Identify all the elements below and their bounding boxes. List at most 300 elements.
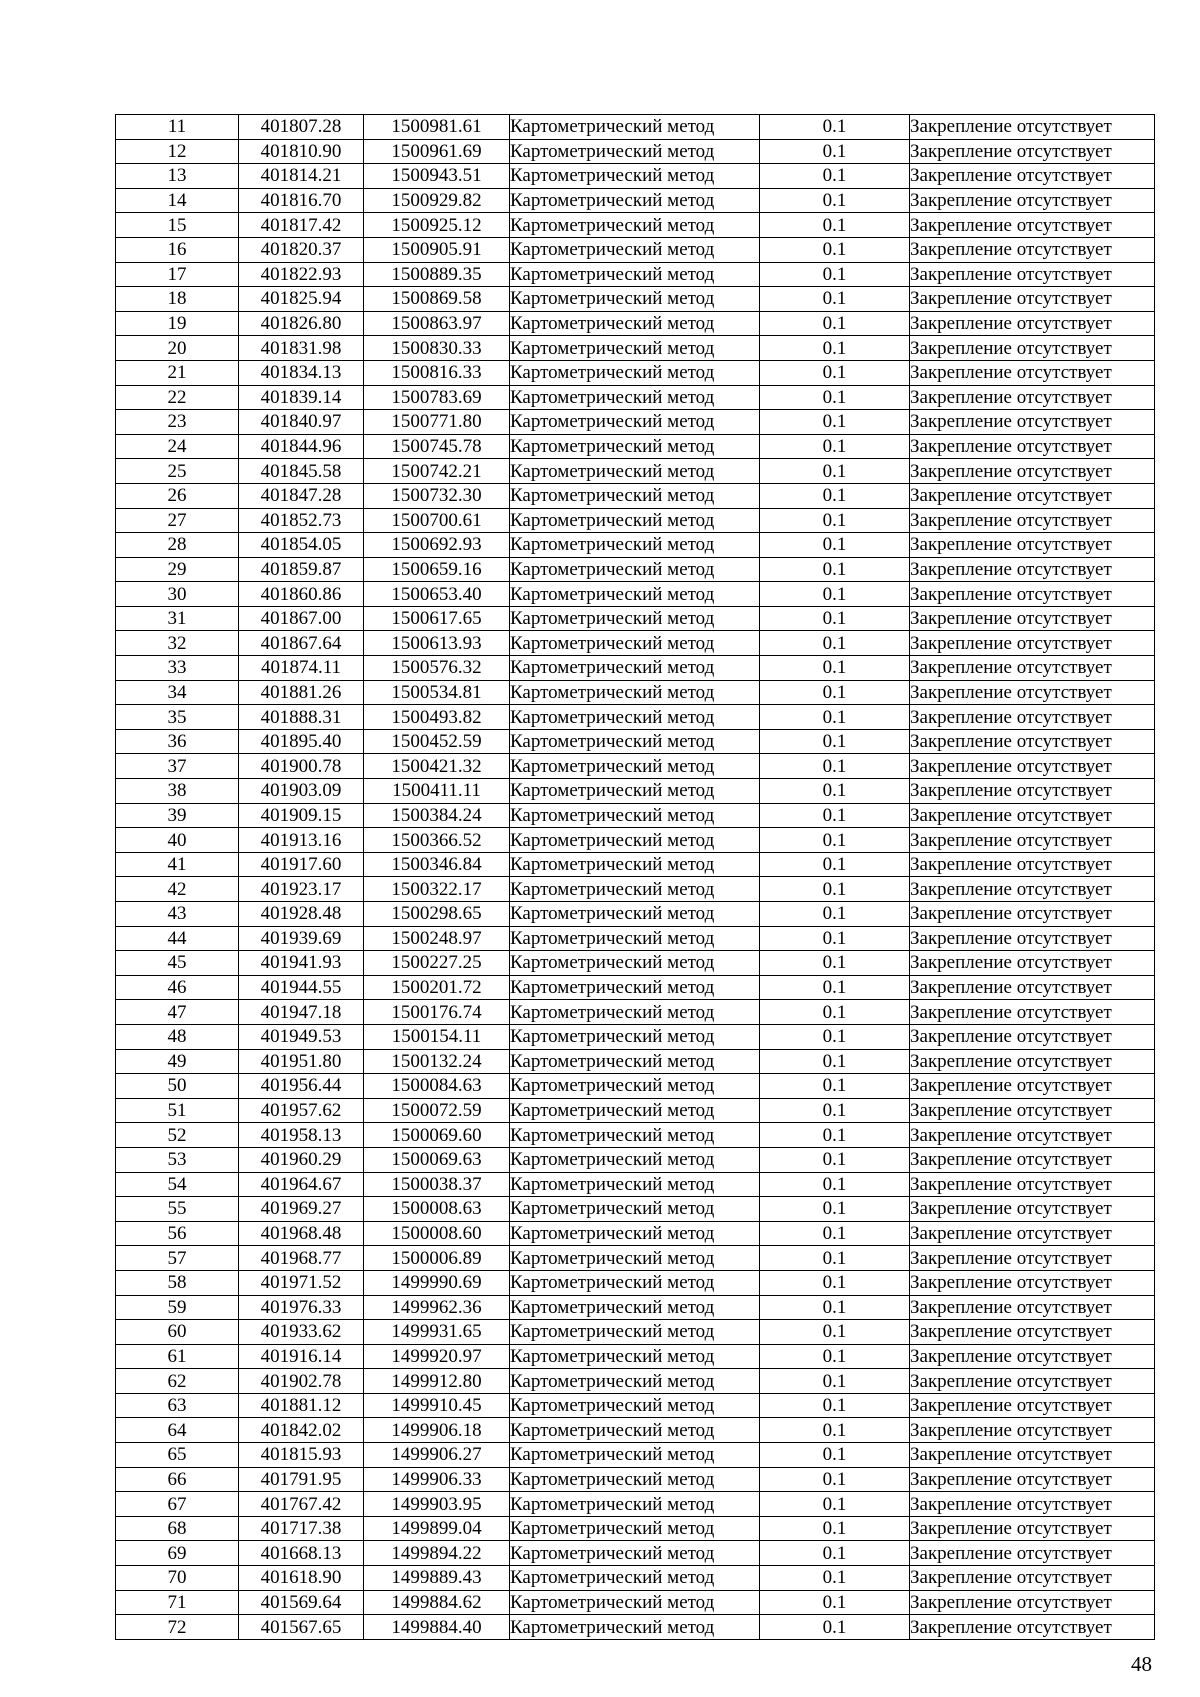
fixing-cell: Закрепление отсутствует	[910, 754, 1155, 779]
y-coordinate-cell: 1500617.65	[364, 606, 510, 631]
table-row	[116, 1221, 1155, 1246]
table-row	[116, 582, 1155, 607]
x-coordinate-cell: 401845.58	[239, 459, 364, 484]
x-coordinate-cell: 401810.90	[239, 139, 364, 164]
accuracy-cell: 0.1	[760, 533, 910, 558]
y-coordinate-cell: 1500961.69	[364, 139, 510, 164]
y-coordinate-cell: 1500069.63	[364, 1147, 510, 1172]
table-row	[116, 508, 1155, 533]
y-coordinate-cell: 1499906.33	[364, 1467, 510, 1492]
accuracy-cell: 0.1	[760, 705, 910, 730]
point-number-cell: 64	[116, 1418, 239, 1443]
table-row	[116, 729, 1155, 754]
fixing-cell: Закрепление отсутствует	[910, 410, 1155, 435]
accuracy-cell: 0.1	[760, 852, 910, 877]
fixing-cell: Закрепление отсутствует	[910, 779, 1155, 804]
fixing-cell: Закрепление отсутствует	[910, 237, 1155, 262]
y-coordinate-cell: 1500771.80	[364, 410, 510, 435]
fixing-cell: Закрепление отсутствует	[910, 508, 1155, 533]
accuracy-cell: 0.1	[760, 459, 910, 484]
table-row	[116, 1197, 1155, 1222]
fixing-cell: Закрепление отсутствует	[910, 164, 1155, 189]
method-cell: Картометрический метод	[510, 680, 760, 705]
x-coordinate-cell: 401826.80	[239, 311, 364, 336]
x-coordinate-cell: 401888.31	[239, 705, 364, 730]
accuracy-cell: 0.1	[760, 1516, 910, 1541]
table-row	[116, 1295, 1155, 1320]
x-coordinate-cell: 401834.13	[239, 360, 364, 385]
table-row	[116, 1393, 1155, 1418]
point-number-cell: 58	[116, 1270, 239, 1295]
x-coordinate-cell: 401668.13	[239, 1541, 364, 1566]
y-coordinate-cell: 1499884.40	[364, 1615, 510, 1640]
point-number-cell: 28	[116, 533, 239, 558]
point-number-cell: 43	[116, 902, 239, 927]
table-row	[116, 606, 1155, 631]
fixing-cell: Закрепление отсутствует	[910, 1393, 1155, 1418]
table-row	[116, 1590, 1155, 1615]
y-coordinate-cell: 1500700.61	[364, 508, 510, 533]
accuracy-cell: 0.1	[760, 582, 910, 607]
x-coordinate-cell: 401814.21	[239, 164, 364, 189]
fixing-cell: Закрепление отсутствует	[910, 360, 1155, 385]
method-cell: Картометрический метод	[510, 557, 760, 582]
point-number-cell: 70	[116, 1566, 239, 1591]
y-coordinate-cell: 1500742.21	[364, 459, 510, 484]
point-number-cell: 14	[116, 188, 239, 213]
accuracy-cell: 0.1	[760, 803, 910, 828]
method-cell: Картометрический метод	[510, 902, 760, 927]
fixing-cell: Закрепление отсутствует	[910, 1221, 1155, 1246]
y-coordinate-cell: 1500346.84	[364, 852, 510, 877]
table-row	[116, 1369, 1155, 1394]
point-number-cell: 31	[116, 606, 239, 631]
method-cell: Картометрический метод	[510, 1393, 760, 1418]
table-row	[116, 779, 1155, 804]
accuracy-cell: 0.1	[760, 410, 910, 435]
accuracy-cell: 0.1	[760, 975, 910, 1000]
point-number-cell: 17	[116, 262, 239, 287]
y-coordinate-cell: 1500201.72	[364, 975, 510, 1000]
table-row	[116, 1418, 1155, 1443]
fixing-cell: Закрепление отсутствует	[910, 656, 1155, 681]
y-coordinate-cell: 1500905.91	[364, 237, 510, 262]
table-row	[116, 754, 1155, 779]
point-number-cell: 24	[116, 434, 239, 459]
x-coordinate-cell: 401839.14	[239, 385, 364, 410]
fixing-cell: Закрепление отсутствует	[910, 385, 1155, 410]
method-cell: Картометрический метод	[510, 311, 760, 336]
fixing-cell: Закрепление отсутствует	[910, 1320, 1155, 1345]
fixing-cell: Закрепление отсутствует	[910, 213, 1155, 238]
method-cell: Картометрический метод	[510, 1221, 760, 1246]
method-cell: Картометрический метод	[510, 1516, 760, 1541]
method-cell: Картометрический метод	[510, 779, 760, 804]
table-row	[116, 188, 1155, 213]
point-number-cell: 34	[116, 680, 239, 705]
x-coordinate-cell: 401874.11	[239, 656, 364, 681]
accuracy-cell: 0.1	[760, 656, 910, 681]
accuracy-cell: 0.1	[760, 926, 910, 951]
x-coordinate-cell: 401881.12	[239, 1393, 364, 1418]
fixing-cell: Закрепление отсутствует	[910, 852, 1155, 877]
accuracy-cell: 0.1	[760, 1147, 910, 1172]
accuracy-cell: 0.1	[760, 1049, 910, 1074]
accuracy-cell: 0.1	[760, 1615, 910, 1640]
table-row	[116, 1098, 1155, 1123]
method-cell: Картометрический метод	[510, 852, 760, 877]
table-row	[116, 287, 1155, 312]
x-coordinate-cell: 401969.27	[239, 1197, 364, 1222]
y-coordinate-cell: 1500943.51	[364, 164, 510, 189]
y-coordinate-cell: 1500298.65	[364, 902, 510, 927]
y-coordinate-cell: 1499906.18	[364, 1418, 510, 1443]
table-row	[116, 902, 1155, 927]
method-cell: Картометрический метод	[510, 533, 760, 558]
method-cell: Картометрический метод	[510, 1049, 760, 1074]
y-coordinate-cell: 1500613.93	[364, 631, 510, 656]
table-row	[116, 533, 1155, 558]
method-cell: Картометрический метод	[510, 975, 760, 1000]
y-coordinate-cell: 1500929.82	[364, 188, 510, 213]
table-row	[116, 1467, 1155, 1492]
fixing-cell: Закрепление отсутствует	[910, 1024, 1155, 1049]
y-coordinate-cell: 1500008.60	[364, 1221, 510, 1246]
accuracy-cell: 0.1	[760, 1492, 910, 1517]
method-cell: Картометрический метод	[510, 1098, 760, 1123]
point-number-cell: 32	[116, 631, 239, 656]
x-coordinate-cell: 401923.17	[239, 877, 364, 902]
method-cell: Картометрический метод	[510, 508, 760, 533]
fixing-cell: Закрепление отсутствует	[910, 139, 1155, 164]
y-coordinate-cell: 1499889.43	[364, 1566, 510, 1591]
y-coordinate-cell: 1500227.25	[364, 951, 510, 976]
y-coordinate-cell: 1500084.63	[364, 1074, 510, 1099]
fixing-cell: Закрепление отсутствует	[910, 1246, 1155, 1271]
method-cell: Картометрический метод	[510, 1172, 760, 1197]
y-coordinate-cell: 1499962.36	[364, 1295, 510, 1320]
table-row	[116, 1123, 1155, 1148]
point-number-cell: 12	[116, 139, 239, 164]
table-row	[116, 1615, 1155, 1640]
accuracy-cell: 0.1	[760, 779, 910, 804]
point-number-cell: 67	[116, 1492, 239, 1517]
point-number-cell: 55	[116, 1197, 239, 1222]
x-coordinate-cell: 401968.77	[239, 1246, 364, 1271]
y-coordinate-cell: 1500659.16	[364, 557, 510, 582]
point-number-cell: 57	[116, 1246, 239, 1271]
x-coordinate-cell: 401567.65	[239, 1615, 364, 1640]
y-coordinate-cell: 1500925.12	[364, 213, 510, 238]
method-cell: Картометрический метод	[510, 705, 760, 730]
table-row	[116, 410, 1155, 435]
accuracy-cell: 0.1	[760, 1172, 910, 1197]
point-number-cell: 25	[116, 459, 239, 484]
method-cell: Картометрический метод	[510, 483, 760, 508]
y-coordinate-cell: 1500869.58	[364, 287, 510, 312]
y-coordinate-cell: 1500452.59	[364, 729, 510, 754]
y-coordinate-cell: 1500576.32	[364, 656, 510, 681]
y-coordinate-cell: 1500008.63	[364, 1197, 510, 1222]
x-coordinate-cell: 401842.02	[239, 1418, 364, 1443]
point-number-cell: 40	[116, 828, 239, 853]
x-coordinate-cell: 401903.09	[239, 779, 364, 804]
point-number-cell: 36	[116, 729, 239, 754]
x-coordinate-cell: 401847.28	[239, 483, 364, 508]
fixing-cell: Закрепление отсутствует	[910, 434, 1155, 459]
method-cell: Картометрический метод	[510, 434, 760, 459]
table-row	[116, 434, 1155, 459]
fixing-cell: Закрепление отсутствует	[910, 311, 1155, 336]
method-cell: Картометрический метод	[510, 262, 760, 287]
method-cell: Картометрический метод	[510, 1320, 760, 1345]
fixing-cell: Закрепление отсутствует	[910, 1197, 1155, 1222]
method-cell: Картометрический метод	[510, 237, 760, 262]
method-cell: Картометрический метод	[510, 1074, 760, 1099]
y-coordinate-cell: 1499920.97	[364, 1344, 510, 1369]
point-number-cell: 49	[116, 1049, 239, 1074]
fixing-cell: Закрепление отсутствует	[910, 902, 1155, 927]
method-cell: Картометрический метод	[510, 606, 760, 631]
accuracy-cell: 0.1	[760, 139, 910, 164]
fixing-cell: Закрепление отсутствует	[910, 1074, 1155, 1099]
coordinates-table	[115, 114, 1155, 1640]
x-coordinate-cell: 401900.78	[239, 754, 364, 779]
fixing-cell: Закрепление отсутствует	[910, 680, 1155, 705]
x-coordinate-cell: 401807.28	[239, 115, 364, 140]
table-row	[116, 828, 1155, 853]
accuracy-cell: 0.1	[760, 360, 910, 385]
table-row	[116, 705, 1155, 730]
y-coordinate-cell: 1500830.33	[364, 336, 510, 361]
method-cell: Картометрический метод	[510, 1615, 760, 1640]
point-number-cell: 44	[116, 926, 239, 951]
x-coordinate-cell: 401928.48	[239, 902, 364, 927]
accuracy-cell: 0.1	[760, 1443, 910, 1468]
fixing-cell: Закрепление отсутствует	[910, 1049, 1155, 1074]
fixing-cell: Закрепление отсутствует	[910, 1123, 1155, 1148]
fixing-cell: Закрепление отсутствует	[910, 803, 1155, 828]
table-row	[116, 680, 1155, 705]
point-number-cell: 48	[116, 1024, 239, 1049]
point-number-cell: 21	[116, 360, 239, 385]
point-number-cell: 35	[116, 705, 239, 730]
y-coordinate-cell: 1500322.17	[364, 877, 510, 902]
accuracy-cell: 0.1	[760, 1541, 910, 1566]
method-cell: Картометрический метод	[510, 1024, 760, 1049]
accuracy-cell: 0.1	[760, 902, 910, 927]
x-coordinate-cell: 401852.73	[239, 508, 364, 533]
coordinates-table-body	[116, 115, 1155, 1640]
x-coordinate-cell: 401956.44	[239, 1074, 364, 1099]
point-number-cell: 65	[116, 1443, 239, 1468]
point-number-cell: 62	[116, 1369, 239, 1394]
fixing-cell: Закрепление отсутствует	[910, 926, 1155, 951]
method-cell: Картометрический метод	[510, 459, 760, 484]
point-number-cell: 22	[116, 385, 239, 410]
fixing-cell: Закрепление отсутствует	[910, 1443, 1155, 1468]
fixing-cell: Закрепление отсутствует	[910, 975, 1155, 1000]
y-coordinate-cell: 1500176.74	[364, 1000, 510, 1025]
point-number-cell: 52	[116, 1123, 239, 1148]
point-number-cell: 50	[116, 1074, 239, 1099]
method-cell: Картометрический метод	[510, 385, 760, 410]
x-coordinate-cell: 401951.80	[239, 1049, 364, 1074]
method-cell: Картометрический метод	[510, 287, 760, 312]
point-number-cell: 19	[116, 311, 239, 336]
accuracy-cell: 0.1	[760, 1246, 910, 1271]
table-row	[116, 262, 1155, 287]
table-row	[116, 951, 1155, 976]
point-number-cell: 16	[116, 237, 239, 262]
accuracy-cell: 0.1	[760, 729, 910, 754]
x-coordinate-cell: 401825.94	[239, 287, 364, 312]
x-coordinate-cell: 401958.13	[239, 1123, 364, 1148]
table-row	[116, 483, 1155, 508]
accuracy-cell: 0.1	[760, 606, 910, 631]
table-row	[116, 213, 1155, 238]
y-coordinate-cell: 1500411.11	[364, 779, 510, 804]
y-coordinate-cell: 1500154.11	[364, 1024, 510, 1049]
accuracy-cell: 0.1	[760, 385, 910, 410]
fixing-cell: Закрепление отсутствует	[910, 705, 1155, 730]
fixing-cell: Закрепление отсутствует	[910, 336, 1155, 361]
fixing-cell: Закрепление отсутствует	[910, 1418, 1155, 1443]
y-coordinate-cell: 1500069.60	[364, 1123, 510, 1148]
table-row	[116, 631, 1155, 656]
accuracy-cell: 0.1	[760, 1123, 910, 1148]
y-coordinate-cell: 1499903.95	[364, 1492, 510, 1517]
x-coordinate-cell: 401569.64	[239, 1590, 364, 1615]
table-row	[116, 237, 1155, 262]
method-cell: Картометрический метод	[510, 1590, 760, 1615]
y-coordinate-cell: 1500816.33	[364, 360, 510, 385]
fixing-cell: Закрепление отсутствует	[910, 951, 1155, 976]
table-row	[116, 1443, 1155, 1468]
accuracy-cell: 0.1	[760, 1024, 910, 1049]
method-cell: Картометрический метод	[510, 164, 760, 189]
y-coordinate-cell: 1500493.82	[364, 705, 510, 730]
point-number-cell: 20	[116, 336, 239, 361]
point-number-cell: 53	[116, 1147, 239, 1172]
y-coordinate-cell: 1500421.32	[364, 754, 510, 779]
y-coordinate-cell: 1499912.80	[364, 1369, 510, 1394]
point-number-cell: 11	[116, 115, 239, 140]
table-row	[116, 164, 1155, 189]
table-row	[116, 557, 1155, 582]
point-number-cell: 38	[116, 779, 239, 804]
accuracy-cell: 0.1	[760, 262, 910, 287]
fixing-cell: Закрепление отсутствует	[910, 1172, 1155, 1197]
method-cell: Картометрический метод	[510, 115, 760, 140]
accuracy-cell: 0.1	[760, 1074, 910, 1099]
y-coordinate-cell: 1500863.97	[364, 311, 510, 336]
accuracy-cell: 0.1	[760, 1098, 910, 1123]
y-coordinate-cell: 1500653.40	[364, 582, 510, 607]
accuracy-cell: 0.1	[760, 828, 910, 853]
x-coordinate-cell: 401791.95	[239, 1467, 364, 1492]
point-number-cell: 72	[116, 1615, 239, 1640]
point-number-cell: 69	[116, 1541, 239, 1566]
table-row	[116, 1000, 1155, 1025]
x-coordinate-cell: 401817.42	[239, 213, 364, 238]
y-coordinate-cell: 1500248.97	[364, 926, 510, 951]
x-coordinate-cell: 401820.37	[239, 237, 364, 262]
y-coordinate-cell: 1500132.24	[364, 1049, 510, 1074]
x-coordinate-cell: 401859.87	[239, 557, 364, 582]
fixing-cell: Закрепление отсутствует	[910, 533, 1155, 558]
accuracy-cell: 0.1	[760, 434, 910, 459]
y-coordinate-cell: 1500889.35	[364, 262, 510, 287]
fixing-cell: Закрепление отсутствует	[910, 188, 1155, 213]
y-coordinate-cell: 1499990.69	[364, 1270, 510, 1295]
fixing-cell: Закрепление отсутствует	[910, 1369, 1155, 1394]
x-coordinate-cell: 401909.15	[239, 803, 364, 828]
method-cell: Картометрический метод	[510, 1443, 760, 1468]
x-coordinate-cell: 401902.78	[239, 1369, 364, 1394]
fixing-cell: Закрепление отсутствует	[910, 1541, 1155, 1566]
x-coordinate-cell: 401815.93	[239, 1443, 364, 1468]
y-coordinate-cell: 1499910.45	[364, 1393, 510, 1418]
method-cell: Картометрический метод	[510, 336, 760, 361]
point-number-cell: 54	[116, 1172, 239, 1197]
table-row	[116, 656, 1155, 681]
method-cell: Картометрический метод	[510, 1566, 760, 1591]
accuracy-cell: 0.1	[760, 1320, 910, 1345]
method-cell: Картометрический метод	[510, 1246, 760, 1271]
accuracy-cell: 0.1	[760, 115, 910, 140]
y-coordinate-cell: 1500072.59	[364, 1098, 510, 1123]
y-coordinate-cell: 1499884.62	[364, 1590, 510, 1615]
y-coordinate-cell: 1500981.61	[364, 115, 510, 140]
x-coordinate-cell: 401960.29	[239, 1147, 364, 1172]
accuracy-cell: 0.1	[760, 188, 910, 213]
point-number-cell: 27	[116, 508, 239, 533]
fixing-cell: Закрепление отсутствует	[910, 115, 1155, 140]
method-cell: Картометрический метод	[510, 1147, 760, 1172]
table-row	[116, 360, 1155, 385]
accuracy-cell: 0.1	[760, 631, 910, 656]
x-coordinate-cell: 401867.64	[239, 631, 364, 656]
accuracy-cell: 0.1	[760, 213, 910, 238]
table-row	[116, 336, 1155, 361]
method-cell: Картометрический метод	[510, 1541, 760, 1566]
table-row	[116, 1147, 1155, 1172]
fixing-cell: Закрепление отсутствует	[910, 877, 1155, 902]
table-row	[116, 1516, 1155, 1541]
method-cell: Картометрический метод	[510, 1295, 760, 1320]
point-number-cell: 71	[116, 1590, 239, 1615]
point-number-cell: 56	[116, 1221, 239, 1246]
fixing-cell: Закрепление отсутствует	[910, 459, 1155, 484]
table-row	[116, 311, 1155, 336]
point-number-cell: 29	[116, 557, 239, 582]
accuracy-cell: 0.1	[760, 1418, 910, 1443]
method-cell: Картометрический метод	[510, 754, 760, 779]
method-cell: Картометрический метод	[510, 656, 760, 681]
accuracy-cell: 0.1	[760, 1221, 910, 1246]
table-row	[116, 1541, 1155, 1566]
point-number-cell: 39	[116, 803, 239, 828]
point-number-cell: 61	[116, 1344, 239, 1369]
x-coordinate-cell: 401881.26	[239, 680, 364, 705]
x-coordinate-cell: 401949.53	[239, 1024, 364, 1049]
point-number-cell: 63	[116, 1393, 239, 1418]
x-coordinate-cell: 401941.93	[239, 951, 364, 976]
x-coordinate-cell: 401944.55	[239, 975, 364, 1000]
accuracy-cell: 0.1	[760, 1566, 910, 1591]
table-row	[116, 852, 1155, 877]
